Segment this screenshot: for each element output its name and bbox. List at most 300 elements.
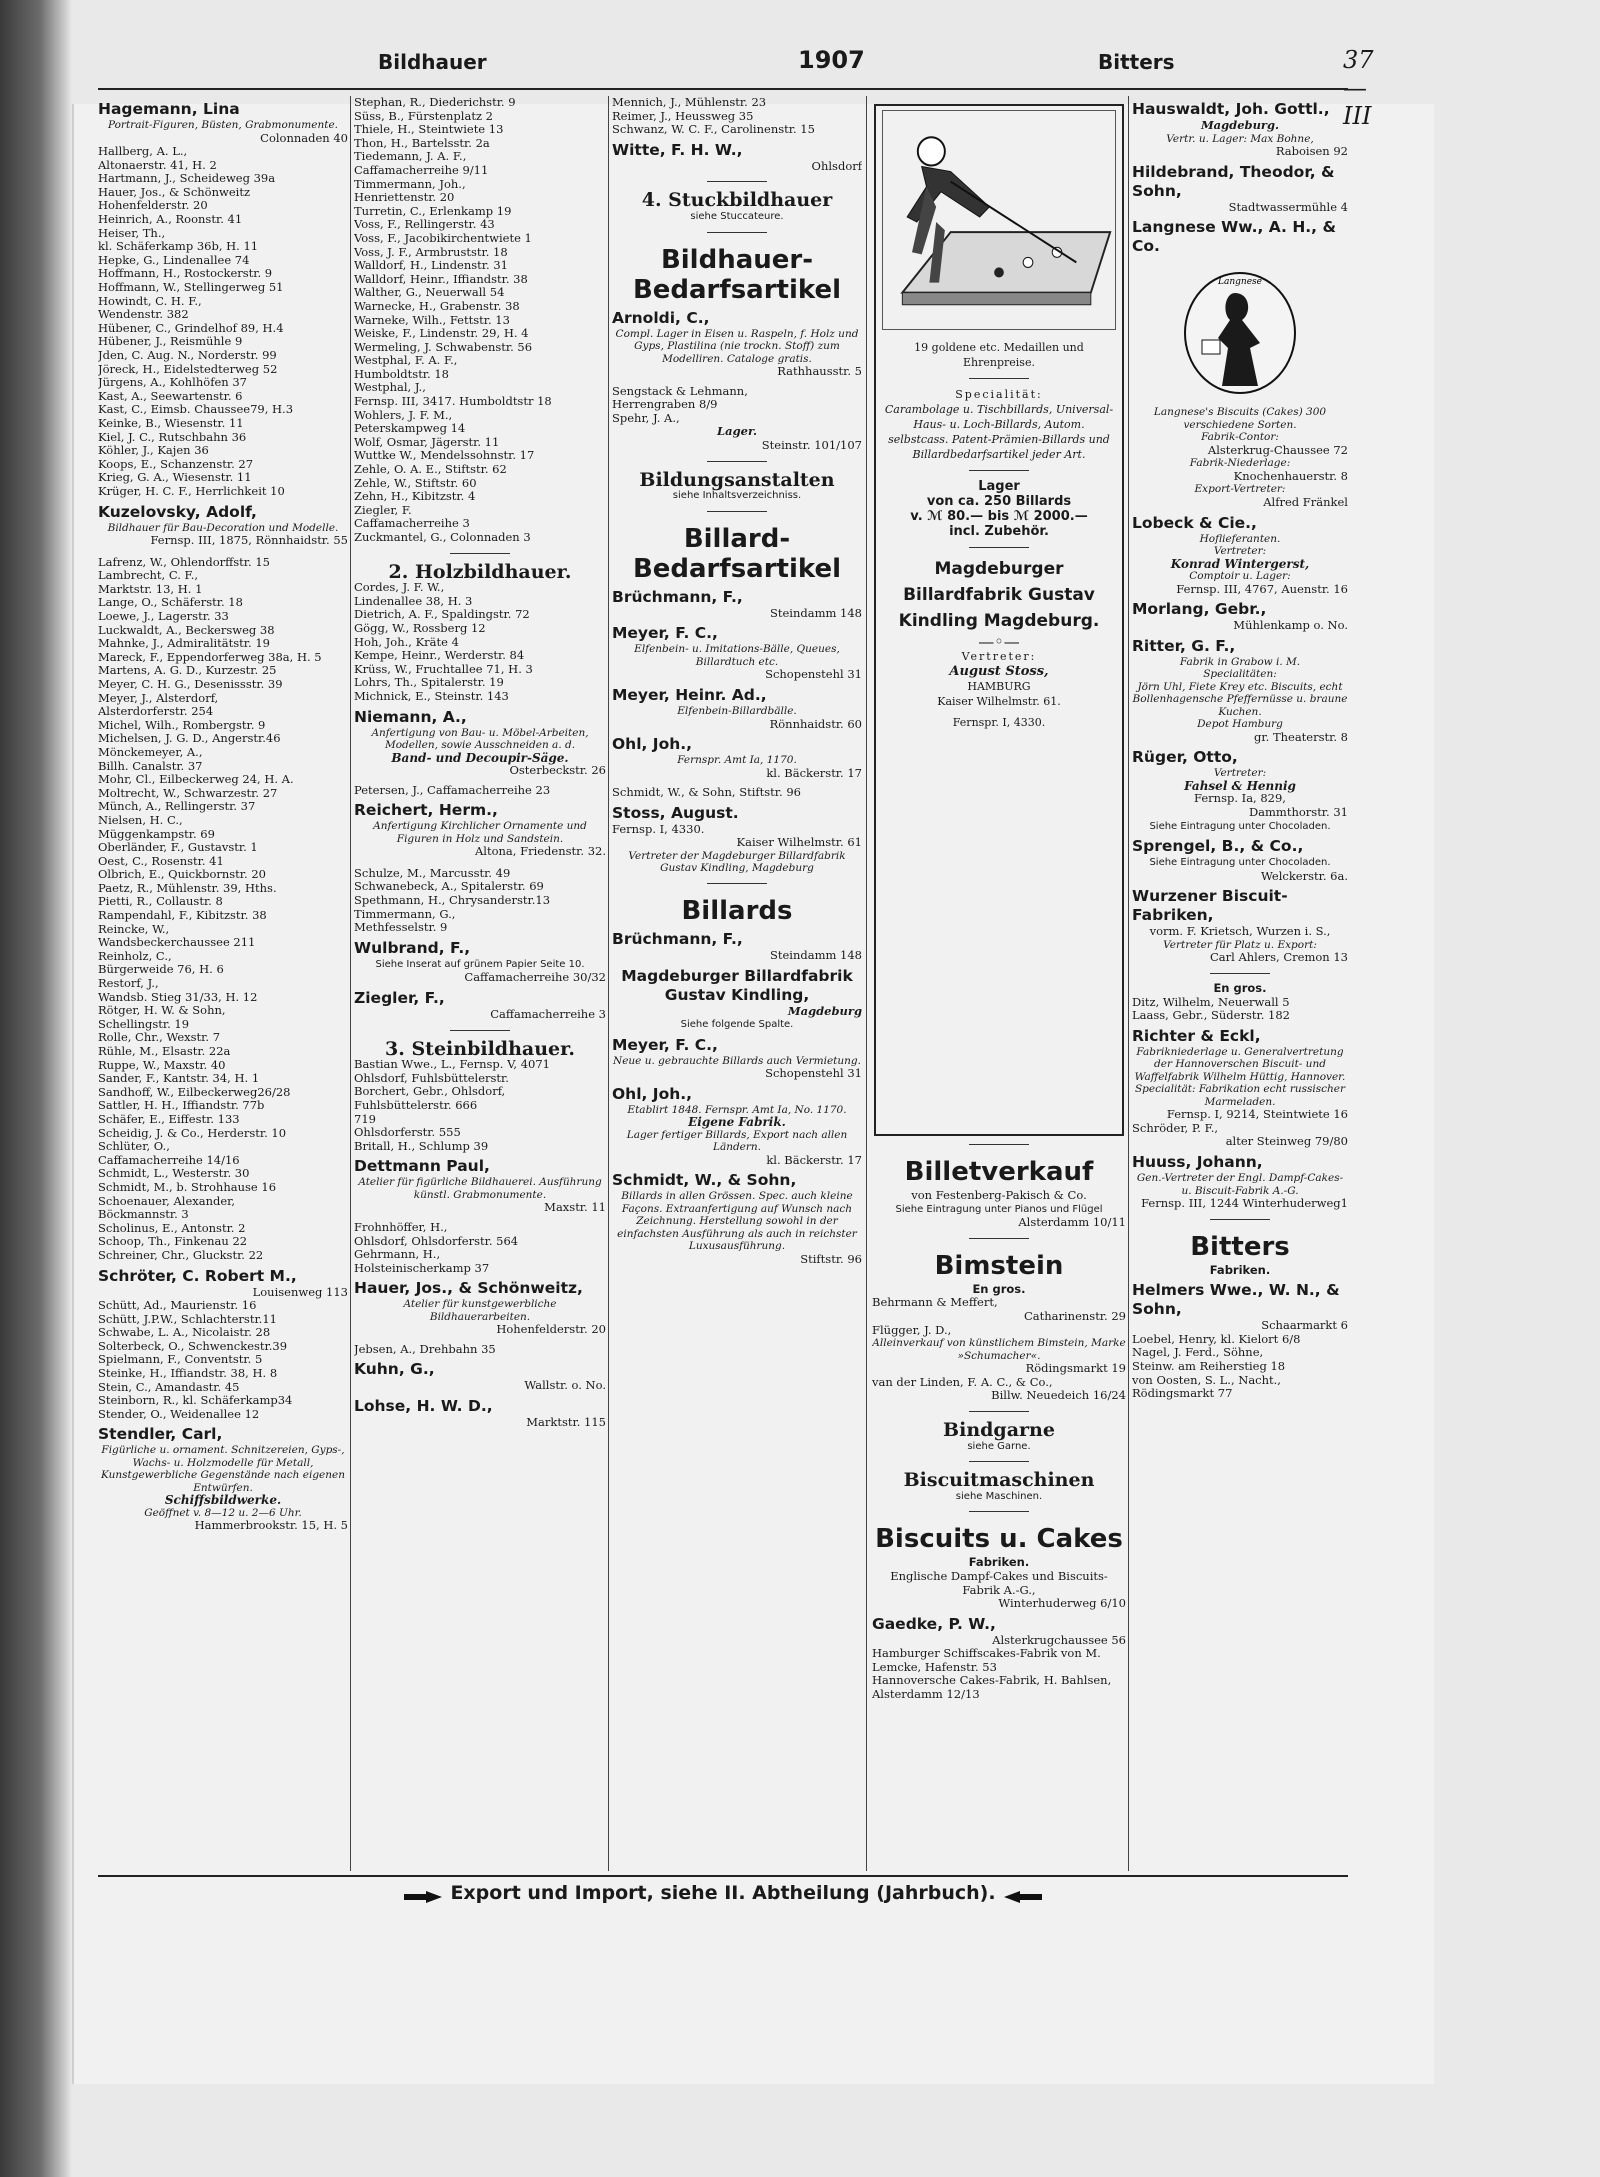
entry-list — [612, 385, 862, 426]
list-item: Peterskampweg 14 — [354, 422, 466, 436]
entry-desc: Neue u. gebrauchte Billards auch Vermietung. — [613, 1054, 861, 1067]
entry-desc: Vertr. u. Lager: Max Bohne, — [1166, 132, 1314, 145]
list-item: Krüss, W., Fruchtallee 71, H. 3 — [354, 662, 533, 676]
list-item: Billh. Canalstr. 37 — [98, 759, 203, 773]
list-item: Reimer, J., Heussweg 35 — [612, 109, 754, 123]
divider — [707, 181, 767, 182]
list-item: Bürgerweide 76, H. 6 — [98, 963, 224, 977]
list-item: Hoh, Joh., Kräte 4 — [354, 635, 459, 649]
entry-list — [1132, 996, 1348, 1023]
entry-name: Schmidt, W., & Sohn, — [612, 1171, 797, 1190]
list-item: Michelsen, J. G. D., Angerstr.46 — [98, 732, 281, 746]
list-item: Frohnhöffer, H., — [354, 1220, 448, 1234]
list-item: Reinholz, C., — [98, 949, 172, 963]
divider — [969, 1511, 1029, 1512]
entry-name: Meyer, Heinr. Ad., — [612, 686, 767, 704]
list-item: Nagel, J. Ferd., Söhne, — [1132, 1346, 1264, 1360]
list-item: Michnick, E., Steinstr. 143 — [354, 689, 509, 703]
entry-name: Ohl, Joh., — [612, 1084, 693, 1103]
list-item: Schmidt, L., Westerstr. 30 — [98, 1167, 250, 1181]
entry-name: Richter & Eckl, — [1132, 1026, 1261, 1045]
entry-address: Steindamm 148 — [769, 947, 862, 962]
divider — [969, 1238, 1029, 1239]
list-item: Mohr, Cl., Eilbeckerweg 24, H. A. — [98, 773, 294, 787]
entry-desc: Lager fertiger Billards, Export nach allen Ländern. — [626, 1128, 848, 1154]
list-item: Zuckmantel, G., Colonnaden 3 — [354, 531, 531, 544]
entry-desc: Elfenbein- u. Imitations-Bälle, Queues, Billardtuch etc. — [634, 643, 840, 668]
entry-note: Siehe Inserat auf grünem Papier Seite 10. — [375, 958, 585, 970]
entry-address: Billw. Neuedeich 16/24 — [991, 1388, 1126, 1403]
list-item: Schmidt, M., b. Strohhause 16 — [98, 1180, 277, 1194]
list-item: Wuttke W., Mendelssohnstr. 17 — [354, 449, 535, 463]
ad-medals: 19 goldene etc. Medaillen und Ehrenpreise. — [914, 341, 1084, 369]
list-item: Walther, G., Neuerwall 54 — [354, 286, 505, 300]
ad-rep-phone: Fernspr. I, 4330. — [952, 716, 1046, 729]
entry-name: Stoss, August. — [612, 803, 739, 822]
column-5 — [1132, 96, 1348, 1871]
list-item: Lindenallee 38, H. 3 — [354, 594, 473, 608]
entry-address: Catharinenstr. 29 — [1023, 1308, 1126, 1323]
divider — [1210, 1219, 1270, 1220]
list-item: Steinke, H., Iffiandstr. 38, H. 8 — [98, 1367, 278, 1381]
entry-address: Alsterkrugchaussee 56 — [992, 1632, 1126, 1647]
entry-name: Hauer, Jos., & Schönweitz, — [354, 1279, 583, 1298]
list-item: Wohlers, J. F. M., — [354, 408, 453, 422]
list-item: Caffamacherreihe 9/11 — [354, 163, 489, 177]
entry-name: Brüchmann, F., — [612, 587, 743, 606]
section-heading: Bimstein — [934, 1250, 1064, 1281]
list-item: Stein, C., Amandastr. 45 — [98, 1380, 240, 1394]
divider — [969, 378, 1029, 379]
section-see: siehe Garne. — [967, 1440, 1031, 1452]
list-item: Caffamacherreihe 3 — [354, 517, 470, 531]
entry-desc: Alleinverkauf von künstlichem Bimstein, Marke »Schumacher«. — [872, 1337, 1126, 1362]
section-heading: Billard-Bedarfsartikel — [632, 523, 842, 584]
entry-list — [1132, 1333, 1348, 1401]
list-item: Holsteinischerkamp 37 — [354, 1261, 490, 1275]
list-item: Dietrich, A. F., Spaldingstr. 72 — [354, 608, 530, 622]
list-item: 719 — [354, 1112, 376, 1126]
entry-desc: Atelier für kunstgewerbliche Bildhauerarbeiten. — [403, 1298, 557, 1323]
entry-address: Altona, Friedenstr. 32. — [475, 844, 606, 859]
list-item: Wermeling, J. Schwabenstr. 56 — [354, 340, 533, 354]
entry-address: Maxstr. 11 — [544, 1200, 606, 1215]
entry-address: Hohenfelderstr. 20 — [496, 1322, 606, 1337]
entry-list — [612, 96, 862, 137]
entry-address: Louisenweg 113 — [252, 1284, 348, 1299]
entry-address: Caffamacherreihe 30/32 — [464, 970, 606, 985]
entry-line: Behrmann & Meffert, — [872, 1295, 998, 1310]
list-item: Timmermann, Joh., — [354, 177, 466, 191]
entry-name: Ohl, Joh., — [612, 735, 693, 754]
entry-name: Witte, F. H. W., — [612, 140, 743, 159]
footer-text: Export und Import, siehe II. Abtheilung (Jahrbuch). — [450, 1882, 996, 1904]
list-item: Loebel, Henry, kl. Kielort 6/8 — [1132, 1332, 1301, 1346]
column-divider — [866, 96, 867, 1871]
section-heading: 3. Steinbildhauer. — [385, 1037, 575, 1060]
divider — [450, 1030, 510, 1031]
entry-note: Siehe folgende Spalte. — [680, 1019, 794, 1031]
section-heading: Biscuits u. Cakes — [875, 1524, 1123, 1555]
entry-desc: Figürliche u. ornament. Schnitzereien, Gyps-, Wachs- u. Holzmodelle für Metall, Kunstgewerbliche Gegenstände nach eigenen Entwürfen. — [101, 1444, 345, 1494]
ad-rep: August Stoss, — [949, 664, 1049, 679]
ad-rep-city: HAMBURG — [967, 680, 1031, 693]
list-item: Marktstr. 13, H. 1 — [98, 582, 203, 596]
list-item: Reincke, W., — [98, 922, 170, 936]
entry-phone: Fernsp. Ia, 829, — [1194, 791, 1286, 806]
list-item: Meyer, C. H. G., Desenissstr. 39 — [98, 677, 283, 691]
list-item: Ditz, Wilhelm, Neuerwall 5 — [1132, 995, 1290, 1009]
list-item: Westphal, F. A. F., — [354, 354, 458, 368]
list-item: Süss, B., Fürstenplatz 2 — [354, 109, 493, 123]
list-item: Schütt, J.P.W., Schlachterstr.11 — [98, 1312, 277, 1326]
list-item: Jöreck, H., Eidelstedterweg 52 — [98, 362, 278, 376]
list-item: Kast, A., Seewartenstr. 6 — [98, 389, 243, 403]
list-item: Westphal, J., — [354, 381, 426, 395]
list-item: Herrengraben 8/9 — [612, 398, 718, 412]
entry-address: Hammerbrookstr. 15, H. 5 — [194, 1518, 348, 1533]
ad-lager: Lager — [978, 479, 1020, 494]
list-item: Kiel, J. C., Rutschbahn 36 — [98, 430, 247, 444]
entry-line: Hannoversche Cakes-Fabrik, H. Bahlsen, Alsterdamm 12/13 — [872, 1673, 1112, 1702]
entry-address: Schopenstehl 31 — [765, 667, 862, 682]
list-item: Britall, H., Schlump 39 — [354, 1139, 489, 1153]
list-item: Voss, J. F., Armbruststr. 18 — [354, 245, 508, 259]
column-4 — [872, 96, 1126, 1871]
list-item: Schulze, M., Marcusstr. 49 — [354, 866, 511, 880]
entry-address: Rathhausstr. 5 — [777, 364, 862, 379]
list-item: Jden, C. Aug. N., Norderstr. 99 — [98, 349, 277, 362]
entry-line: Englische Dampf-Cakes und Biscuits-Fabrik A.-G., — [890, 1568, 1108, 1597]
list-item: Rampendahl, F., Kibitzstr. 38 — [98, 909, 267, 923]
list-item: Keinke, B., Wiesenstr. 11 — [98, 416, 244, 430]
list-item: Martens, A. G. D., Kurzestr. 25 — [98, 664, 277, 678]
entry-line: Schröder, P. F., — [1132, 1120, 1219, 1135]
list-item: Restorf, J., — [98, 977, 159, 991]
entry-desc: Langnese's Biscuits (Cakes) 300 verschiedene Sorten. — [1153, 406, 1327, 431]
list-item: Borchert, Gebr., Ohlsdorf, — [354, 1085, 506, 1099]
entry-address: Carl Ahlers, Cremon 13 — [1209, 950, 1348, 965]
langnese-logo — [1180, 268, 1300, 398]
pointing-hand-right-icon — [404, 1887, 444, 1901]
entry-address: Stadtwassermühle 4 — [1228, 199, 1348, 214]
entry-desc: Jörn Uhl, Fiete Krey etc. Biscuits, echt Bollenhagensche Pfeffernüsse u. braune Kuchen. — [1132, 680, 1348, 718]
list-item: Paetz, R., Mühlenstr. 39, Hths. — [98, 881, 277, 895]
entry-name: Kuhn, G., — [354, 1360, 435, 1379]
divider — [969, 470, 1029, 471]
entry-address: Schaarmarkt 6 — [1261, 1318, 1348, 1333]
list-item: Schellingstr. 19 — [98, 1017, 190, 1031]
entry-name: Dettmann Paul, — [354, 1157, 490, 1176]
entry-line: Petersen, J., Caffamacherreihe 23 — [354, 782, 551, 797]
list-item: Cordes, J. F. W., — [354, 581, 445, 595]
divider — [707, 883, 767, 884]
entry-desc: Etablirt 1848. Fernspr. Amt Ia, No. 1170. — [627, 1103, 847, 1116]
list-item: Thon, H., Bartelsstr. 2a — [354, 136, 490, 150]
section-see: siehe Inhaltsverzeichniss. — [672, 490, 802, 502]
entry-address: Wallstr. o. No. — [524, 1378, 606, 1393]
list-item: Mahnke, J., Admiralitätstr. 19 — [98, 637, 270, 651]
entry-name: Sprengel, B., & Co., — [1132, 837, 1304, 856]
page-footer — [98, 1882, 1348, 1904]
list-item: Steinw. am Reiherstieg 18 — [1132, 1360, 1286, 1374]
entry-name: Langnese Ww., A. H., & Co. — [1132, 218, 1336, 256]
list-item: Hoffmann, H., Rostockerstr. 9 — [98, 267, 273, 281]
list-item: Schwanebeck, A., Spitalerstr. 69 — [354, 880, 544, 894]
entry-address: Welckerstr. 6a. — [1261, 868, 1348, 883]
section-heading: Bitters — [1190, 1231, 1290, 1262]
entry-address: Alfred Fränkel — [1263, 494, 1348, 509]
ad-ornament-icon: —◦— — [978, 632, 1020, 651]
section-see: siehe Maschinen. — [955, 1490, 1043, 1502]
header-rule — [98, 88, 1348, 90]
entry-address: Dammthorstr. 31 — [1248, 804, 1348, 819]
list-item: Gehrmann, H., — [354, 1248, 441, 1262]
list-item: Mareck, F., Eppendorferweg 38a, H. 5 — [98, 650, 322, 664]
header-year: 1907 — [798, 46, 865, 74]
entry-note: Siehe Eintragung unter Chocoladen. — [1149, 820, 1331, 832]
list-item: Lohrs, Th., Spitalerstr. 19 — [354, 676, 504, 690]
list-item: Ohlsdorf, Fuhlsbüttelerstr. — [354, 1071, 509, 1085]
entry-desc: Anfertigung Kirchlicher Ornamente und Figuren in Holz und Sandstein. — [373, 820, 587, 845]
list-item: Krüger, H. C. F., Herrlichkeit 10 — [98, 484, 285, 498]
list-item: Zehle, W., Stiftstr. 60 — [354, 476, 477, 490]
entry-special: Eigene Fabrik. — [688, 1115, 786, 1130]
list-item: Loewe, J., Lagerstr. 33 — [98, 610, 229, 623]
list-item: Münch, A., Rellingerstr. 37 — [98, 800, 256, 814]
list-item: Caffamacherreihe 14/16 — [98, 1153, 240, 1167]
list-item: Sengstack & Lehmann, — [612, 384, 748, 398]
entry-phone: Fernsp. I, 4330. — [612, 821, 705, 836]
entry-list — [354, 1221, 606, 1275]
list-item: von Oosten, S. L., Nacht., — [1132, 1373, 1281, 1387]
entry-address: Kaiser Wilhelmstr. 61 — [736, 835, 862, 850]
entry-name: Wurzener Biscuit-Fabriken, — [1132, 887, 1288, 925]
list-item: Henriettenstr. 20 — [354, 191, 455, 205]
list-item: Wandsbeckerchaussee 211 — [98, 936, 256, 950]
list-item: Moltrecht, W., Schwarzestr. 27 — [98, 786, 278, 800]
list-item: Spethmann, H., Chrysanderstr.13 — [354, 894, 551, 907]
divider — [450, 553, 510, 554]
list-item: Fuhlsbüttelerstr. 666 — [354, 1098, 478, 1112]
list-item: Olbrich, E., Quickbornstr. 20 — [98, 868, 266, 882]
list-item: Thiele, H., Steintwiete 13 — [354, 123, 504, 137]
list-item: Luckwaldt, A., Beckersweg 38 — [98, 623, 275, 637]
entry-desc: Compl. Lager in Eisen u. Raspeln, f. Holz und Gyps, Plastilina (nie trockn. Stoff) zum Modelliren. Cataloge gratis. — [615, 327, 859, 365]
entry-address: Rödingsmarkt 19 — [1025, 1361, 1126, 1376]
entry-address: Steindamm 148 — [769, 605, 862, 620]
entry-list — [98, 556, 348, 1263]
section-subheading: En gros. — [1213, 981, 1267, 995]
header-left: Bildhauer — [378, 50, 487, 74]
list-item: Pietti, R., Collaustr. 8 — [98, 895, 223, 909]
list-item: Zehle, O. A. E., Stiftstr. 62 — [354, 463, 507, 477]
list-item: Humboldtstr. 18 — [354, 367, 449, 381]
column-divider — [1128, 96, 1129, 1871]
list-item: Schoop, Th., Finkenau 22 — [98, 1235, 248, 1249]
entry-list — [354, 1058, 606, 1153]
entry-name: Rüger, Otto, — [1132, 748, 1238, 767]
entry-address: Fernsp. III, 1244 Winterhuderweg1 — [1141, 1196, 1348, 1211]
ad-rep-title: Vertreter: — [961, 650, 1037, 663]
section-heading: Biscuitmaschinen — [903, 1469, 1095, 1492]
pointing-hand-left-icon — [1002, 1887, 1042, 1901]
list-item: Schütt, Ad., Maurienstr. 16 — [98, 1299, 257, 1313]
entry-line: Schmidt, W., & Sohn, Stiftstr. 96 — [612, 785, 801, 800]
list-item: Wandsb. Stieg 31/33, H. 12 — [98, 990, 258, 1004]
entry-label: Specialitäten: — [1203, 668, 1277, 681]
entry-desc: Billards in allen Grössen. Spec. auch kleine Façons. Extraanfertigung auf Wunsch nach Zeichnung. Herstellung sowohl in der einfachsten Ausführung als auch in reichster Luxusausführung. — [617, 1190, 857, 1253]
divider — [1210, 973, 1270, 974]
list-item: Methfesselstr. 9 — [354, 921, 448, 935]
entry-address: Caffamacherreihe 3 — [490, 1006, 606, 1021]
entry-special: Konrad Wintergerst, — [1170, 556, 1310, 571]
book-binding-shadow — [0, 0, 72, 2177]
list-item: Ziegler, F. — [354, 503, 412, 517]
header-page-number: 37—III — [1343, 46, 1374, 130]
column-3 — [612, 96, 862, 1871]
entry-name: Niemann, A., — [354, 707, 467, 726]
list-item: Steinborn, R., kl. Schäferkamp34 — [98, 1394, 293, 1408]
entry-name: Ritter, G. F., — [1132, 636, 1236, 655]
entry-line: Flügger, J. D., — [872, 1322, 952, 1337]
entry-address: Winterhuderweg 6/10 — [998, 1596, 1126, 1611]
entry-hours: Geöffnet v. 8—12 u. 2—6 Uhr. — [144, 1506, 302, 1519]
list-item: Schwabe, L. A., Nicolaistr. 28 — [98, 1326, 271, 1340]
entry-label: Fabrik-Contor: — [1201, 431, 1279, 444]
entry-line: van der Linden, F. A. C., & Co., — [872, 1374, 1053, 1389]
list-item: Weiske, F., Lindenstr. 29, H. 4 — [354, 327, 529, 341]
entry-list — [354, 581, 606, 703]
entry-address: Osterbeckstr. 26 — [509, 763, 606, 778]
list-item: Zehn, H., Kibitzstr. 4 — [354, 490, 476, 504]
list-item: Ruppe, W., Maxstr. 40 — [98, 1058, 226, 1072]
section-heading: 2. Holzbildhauer. — [388, 560, 572, 583]
entry-name: Gaedke, P. W., — [872, 1614, 996, 1633]
list-item: Fernsp. III, 3417. Humboldtstr 18 — [354, 395, 552, 409]
list-item: Mennich, J., Mühlenstr. 23 — [612, 96, 767, 109]
list-item: Sander, F., Kantstr. 34, H. 1 — [98, 1072, 260, 1086]
list-item: Stephan, R., Diederichstr. 9 — [354, 96, 516, 109]
list-item: Solterbeck, O., Schwenckestr.39 — [98, 1339, 288, 1353]
entry-name: Meyer, F. C., — [612, 1035, 718, 1054]
entry-address: Fernsp. III, 1875, Rönnhaidstr. 55 — [150, 533, 348, 548]
section-heading: Billetverkauf — [904, 1157, 1094, 1187]
list-item: Köhler, J., Kajen 36 — [98, 444, 209, 458]
entry-name: Reichert, Herm., — [354, 801, 498, 820]
entry-name: Hauswaldt, Joh. Gottl., — [1132, 100, 1330, 118]
ad-special-title: Specialität: — [955, 388, 1043, 401]
list-item: Jürgens, A., Kohlhöfen 37 — [98, 376, 247, 390]
entry-label: Depot Hamburg — [1197, 718, 1283, 731]
entry-address: Schopenstehl 31 — [765, 1066, 862, 1081]
entry-note: Siehe Eintragung unter Chocoladen. — [1149, 857, 1331, 869]
entry-address: Rönnhaidstr. 60 — [769, 716, 862, 731]
entry-desc: Vertreter der Magdeburger Billardfabrik Gustav Kindling, Magdeburg — [628, 849, 846, 875]
list-item: Hoffmann, W., Stellingerweg 51 — [98, 281, 284, 295]
entry-address: Alsterdamm 10/11 — [1018, 1215, 1126, 1230]
entry-name: Meyer, F. C., — [612, 624, 718, 643]
list-item: Hübener, J., Reismühle 9 — [98, 335, 243, 349]
divider — [969, 547, 1029, 548]
list-item: Schwanz, W. C. F., Carolinenstr. 15 — [612, 123, 815, 137]
list-item: Oberländer, F., Gustavstr. 1 — [98, 841, 258, 855]
entry-label: Vertreter: — [1213, 767, 1267, 780]
list-item: Schoenauer, Alexander, — [98, 1194, 236, 1208]
list-item: Hepke, G., Lindenallee 74 — [98, 253, 250, 267]
ad-firm: Magdeburger Billardfabrik Gustav Kindling Magdeburg. — [898, 559, 1100, 631]
section-heading: Bildhauer-Bedarfsartikel — [632, 244, 842, 305]
list-item: Heinrich, A., Roonstr. 41 — [98, 213, 243, 227]
list-item: Alsterdorferstr. 254 — [98, 705, 214, 719]
list-item: Tiedemann, J. A. F., — [354, 150, 467, 164]
list-item: Lambrecht, C. F., — [98, 569, 199, 583]
list-item: Timmermann, G., — [354, 907, 456, 921]
list-item: Hallberg, A. L., — [98, 145, 188, 159]
list-item: Bastian Wwe., L., Fernsp. V, 4071 — [354, 1058, 550, 1072]
entry-desc: Atelier für figürliche Bildhauerei. Ausführung künstl. Grabmonumente. — [358, 1176, 602, 1201]
entry-address: Alsterkrug-Chaussee 72 — [1207, 442, 1348, 457]
column-2 — [354, 96, 606, 1871]
logo-text: Langnese — [1218, 277, 1262, 288]
divider — [707, 232, 767, 233]
entry-address: Marktstr. 115 — [526, 1415, 606, 1430]
section-subheading: En gros. — [972, 1281, 1026, 1296]
list-item: Scheidig, J. & Co., Herderstr. 10 — [98, 1126, 287, 1140]
column-1 — [98, 96, 348, 1871]
list-item: Laass, Gebr., Süderstr. 182 — [1132, 1009, 1290, 1023]
column-divider — [350, 96, 351, 1871]
list-item: Warneke, Wilh., Fettstr. 13 — [354, 313, 510, 327]
entry-name: Arnoldi, C., — [612, 308, 710, 327]
list-item: Sattler, H. H., Iffiandstr. 77b — [98, 1099, 265, 1113]
entry-desc: Fabrik in Grabow i. M. — [1179, 655, 1301, 668]
section-heading: 4. Stuckbildhauer — [641, 189, 833, 212]
list-item: Walldorf, Heinr., Iffiandstr. 38 — [354, 272, 528, 286]
entry-address: Knochenhauerstr. 8 — [1233, 468, 1348, 483]
list-item: Krieg, G. A., Wiesenstr. 11 — [98, 471, 252, 485]
list-item: Kast, C., Eimsb. Chaussee79, H.3 — [98, 403, 294, 417]
entry-desc: vorm. F. Krietsch, Wurzen i. S., — [1149, 924, 1331, 939]
list-item: Heiser, Th., — [98, 226, 166, 240]
entry-address: gr. Theaterstr. 8 — [1254, 729, 1348, 744]
list-item: Böckmannstr. 3 — [98, 1208, 189, 1222]
entry-label: Comptoir u. Lager: — [1189, 570, 1291, 583]
list-item: Walldorf, H., Lindenstr. 31 — [354, 259, 508, 273]
entry-desc: Gen.-Vertreter der Engl. Dampf-Cakes- u. Biscuit-Fabrik A.-G. — [1136, 1172, 1344, 1197]
list-item: Rötger, H. W. & Sohn, — [98, 1004, 226, 1018]
entry-line: von Festenberg-Pakisch & Co. — [911, 1188, 1087, 1202]
list-item: Meyer, J., Alsterdorf, — [98, 691, 219, 705]
entry-list — [354, 867, 606, 935]
entry-list — [98, 1299, 348, 1421]
list-item: Spehr, J. A., — [612, 411, 680, 425]
entry-address: Steinstr. 101/107 — [761, 438, 862, 453]
entry-name: Hildebrand, Theodor, & Sohn, — [1132, 162, 1335, 200]
entry-special: Band- und Decoupir-Säge. — [391, 750, 569, 765]
entry-name: Morlang, Gebr., — [1132, 600, 1267, 619]
entry-line: Hamburger Schiffscakes-Fabrik von M. Lemcke, Hafenstr. 53 — [872, 1646, 1101, 1674]
list-item: Schäfer, E., Eiffestr. 133 — [98, 1112, 240, 1126]
entry-address: Fernsp. III, 4767, Auenstr. 16 — [1176, 581, 1348, 596]
footer-rule — [98, 1875, 1348, 1877]
entry-name: Magdeburger Billardfabrik Gustav Kindling, — [621, 966, 853, 1004]
ad-lager-4: incl. Zubehör. — [949, 524, 1049, 539]
entry-name: Hagemann, Lina — [98, 100, 240, 118]
list-item: Hartmann, J., Scheideweg 39a — [98, 172, 276, 186]
list-item: Schlüter, O., — [98, 1140, 170, 1154]
entry-label: Lager. — [717, 424, 757, 439]
